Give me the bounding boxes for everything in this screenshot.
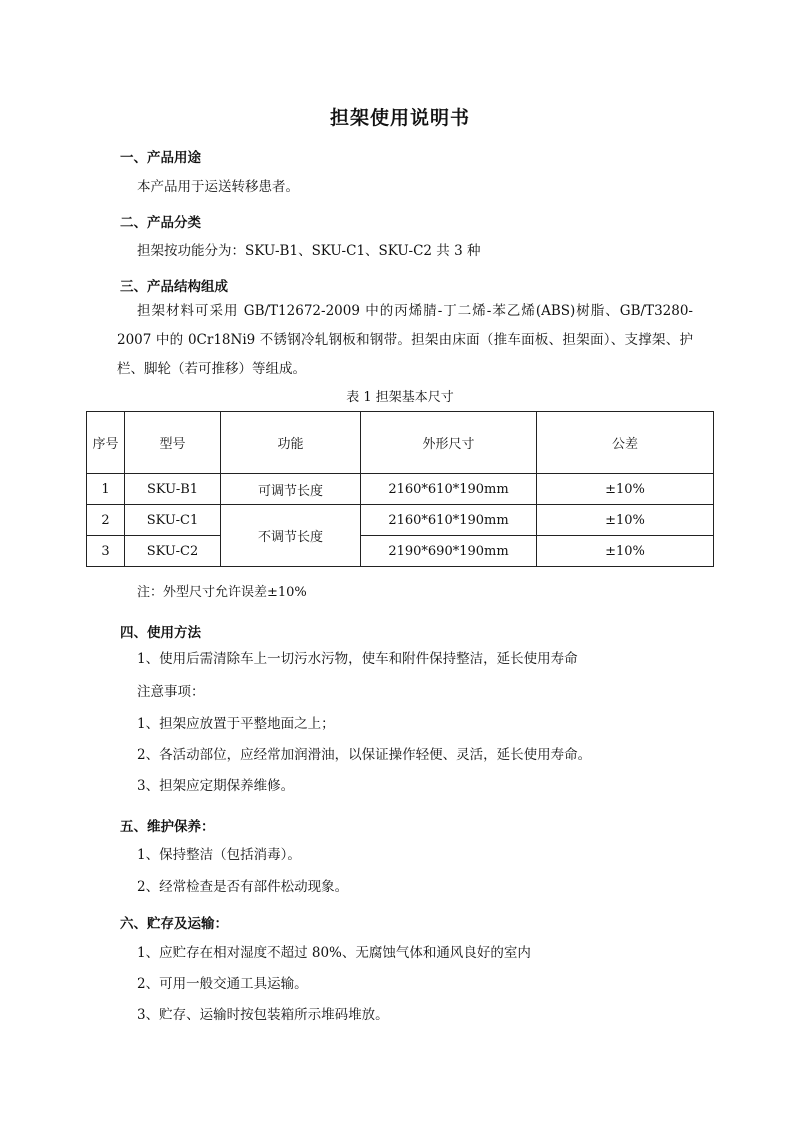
cell-size: 2160*610*190mm [361, 474, 537, 505]
cell-tolerance: ±10% [537, 536, 714, 567]
cell-tolerance: ±10% [537, 474, 714, 505]
cell-no: 3 [87, 536, 125, 567]
section-heading-maintenance: 五、维护保养： [120, 819, 215, 835]
header-tolerance: 公差 [537, 412, 714, 474]
cell-function: 可调节长度 [221, 474, 361, 505]
cell-model: SKU-C1 [125, 505, 221, 536]
header-size: 外形尺寸 [361, 412, 537, 474]
dimensions-table [86, 411, 714, 567]
section-heading-purpose: 一、产品用途 [120, 150, 201, 166]
cell-no: 2 [87, 505, 125, 536]
cell-function: 不调节长度 [221, 505, 361, 567]
usage-line-1: 1、使用后需清除车上一切污水污物，使车和附件保持整洁，延长使用寿命 [137, 651, 578, 667]
table-row [87, 536, 714, 567]
section-text-structure: 担架材料可采用 GB/T12672-2009 中的丙烯腈-丁二烯-苯乙烯(ABS)树脂、GB/T3280-2007 中的 0Cr18Ni9 不锈钢冷轧钢板和钢带。担架由床面（推车面板、担架面）、支撑架、护栏、脚轮（若可推移）等组成。 [117, 303, 693, 377]
table-note: 注：外型尺寸允许误差±10% [137, 585, 307, 600]
table-caption: 表 1 担架基本尺寸 [346, 390, 454, 405]
section-heading-storage: 六、贮存及运输： [120, 916, 228, 932]
header-function: 功能 [221, 412, 361, 474]
cell-tolerance: ±10% [537, 505, 714, 536]
notice-item: 3、担架应定期保养维修。 [137, 778, 295, 794]
cell-size: 2160*610*190mm [361, 505, 537, 536]
notice-label: 注意事项： [137, 684, 205, 700]
notice-item: 2、各活动部位，应经常加润滑油，以保证操作轻便、灵活，延长使用寿命。 [137, 747, 592, 763]
header-model: 型号 [125, 412, 221, 474]
table-header-row [87, 412, 714, 474]
section-heading-classification: 二、产品分类 [120, 215, 201, 231]
notice-item: 1、担架应放置于平整地面之上； [137, 716, 335, 732]
storage-item: 3、贮存、运输时按包装箱所示堆码堆放。 [137, 1007, 389, 1023]
cell-model: SKU-C2 [125, 536, 221, 567]
section-text-purpose: 本产品用于运送转移患者。 [137, 179, 299, 195]
table-row [87, 474, 714, 505]
maintenance-item: 1、保持整洁（包括消毒）。 [137, 847, 301, 863]
section-heading-usage: 四、使用方法 [120, 625, 201, 641]
page-title: 担架使用说明书 [329, 107, 470, 129]
section-text-classification: 担架按功能分为：SKU-B1、SKU-C1、SKU-C2 共 3 种 [137, 243, 481, 259]
maintenance-item: 2、经常检查是否有部件松动现象。 [137, 879, 349, 895]
header-no: 序号 [87, 412, 125, 474]
storage-item: 2、可用一般交通工具运输。 [137, 976, 308, 992]
cell-size: 2190*690*190mm [361, 536, 537, 567]
storage-item: 1、应贮存在相对湿度不超过 80%、无腐蚀气体和通风良好的室内 [137, 945, 531, 961]
cell-no: 1 [87, 474, 125, 505]
table-row [87, 505, 714, 536]
section-heading-structure: 三、产品结构组成 [120, 279, 228, 295]
cell-model: SKU-B1 [125, 474, 221, 505]
